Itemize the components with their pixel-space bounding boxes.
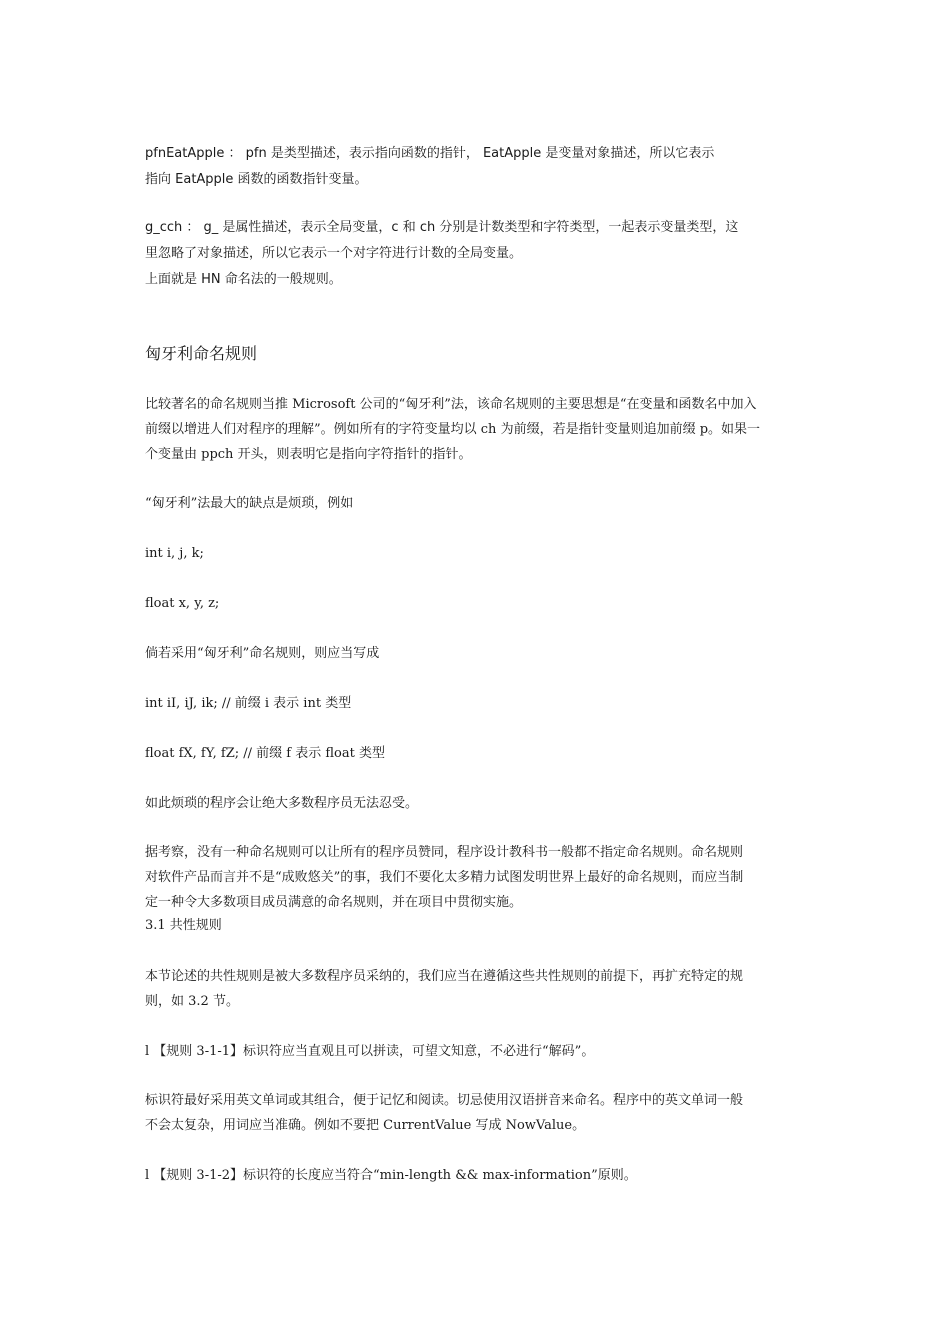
rule-3-1-2: l 【规则 3-1-2】标识符的长度应当符合“min-length && max-information”原则。 <box>145 1168 637 1183</box>
paragraph-gcch-line-2: 里忽略了对象描述，所以它表示一个对字符进行计数的全局变量。 <box>145 246 523 261</box>
paragraph-survey-line-3: 定一种令大多数项目成员满意的命名规则，并在项目中贯彻实施。 <box>145 895 523 910</box>
code-line-int: int i, j, k; <box>145 546 204 561</box>
paragraph-drawback: “匈牙利”法最大的缺点是烦琐，例如 <box>145 496 354 511</box>
code-line-float-prefixed: float fX, fY, fZ; // 前缀 f 表示 float 类型 <box>145 746 385 761</box>
paragraph-survey-line-2: 对软件产品而言并不是“成败悠关”的事，我们不要化太多精力试图发明世界上最好的命名规则，而应当制 <box>145 870 744 885</box>
paragraph-hungarian-line-2: 前缀以增进人们对程序的理解”。例如所有的字符变量均以 ch 为前缀，若是指针变量则追加前缀 p。如果一 <box>145 422 761 437</box>
paragraph-gcch-line-1: g_cch ： g_ 是属性描述，表示全局变量，c 和 ch 分别是计数类型和字符类型，一起表示变量类型，这 <box>145 220 739 235</box>
section-heading: 匈牙利命名规则 <box>145 344 258 363</box>
paragraph-hungarian-line-1: 比较著名的命名规则当推 Microsoft 公司的“匈牙利”法，该命名规则的主要思想是“在变量和函数名中加入 <box>145 397 757 412</box>
code-line-float: float x, y, z; <box>145 596 220 611</box>
paragraph-identifier-line-1: 标识符最好采用英文单词或其组合，便于记忆和阅读。切忌使用汉语拼音来命名。程序中的英文单词一般 <box>145 1093 744 1108</box>
rule-3-1-1: l 【规则 3-1-1】标识符应当直观且可以拼读，可望文知意，不必进行“解码”。 <box>145 1044 595 1059</box>
paragraph-pfn-line-1: pfnEatApple ： pfn 是类型描述，表示指向函数的指针， EatApple 是变量对象描述，所以它表示 <box>145 146 715 161</box>
paragraph-survey-line-1: 据考察，没有一种命名规则可以让所有的程序员赞同，程序设计教科书一般都不指定命名规则。命名规则 <box>145 845 744 860</box>
paragraph-pfn-line-2: 指向 EatApple 函数的函数指针变量。 <box>145 172 368 187</box>
paragraph-identifier-line-2: 不会太复杂，用词应当准确。例如不要把 CurrentValue 写成 NowValue。 <box>145 1118 586 1133</box>
paragraph-unbearable: 如此烦琐的程序会让绝大多数程序员无法忍受。 <box>145 796 419 811</box>
paragraph-if-adopted: 倘若采用“匈牙利”命名规则，则应当写成 <box>145 646 380 661</box>
subsection-heading-3-1: 3.1 共性规则 <box>145 918 222 933</box>
paragraph-gcch-line-3: 上面就是 HN 命名法的一般规则。 <box>145 272 342 287</box>
paragraph-hungarian-line-3: 个变量由 ppch 开头，则表明它是指向字符指针的指针。 <box>145 447 472 462</box>
paragraph-common-rules-line-2: 则，如 3.2 节。 <box>145 994 239 1009</box>
code-line-int-prefixed: int iI, iJ, ik; // 前缀 i 表示 int 类型 <box>145 696 352 711</box>
paragraph-common-rules-line-1: 本节论述的共性规则是被大多数程序员采纳的，我们应当在遵循这些共性规则的前提下，再扩充特定的规 <box>145 969 744 984</box>
